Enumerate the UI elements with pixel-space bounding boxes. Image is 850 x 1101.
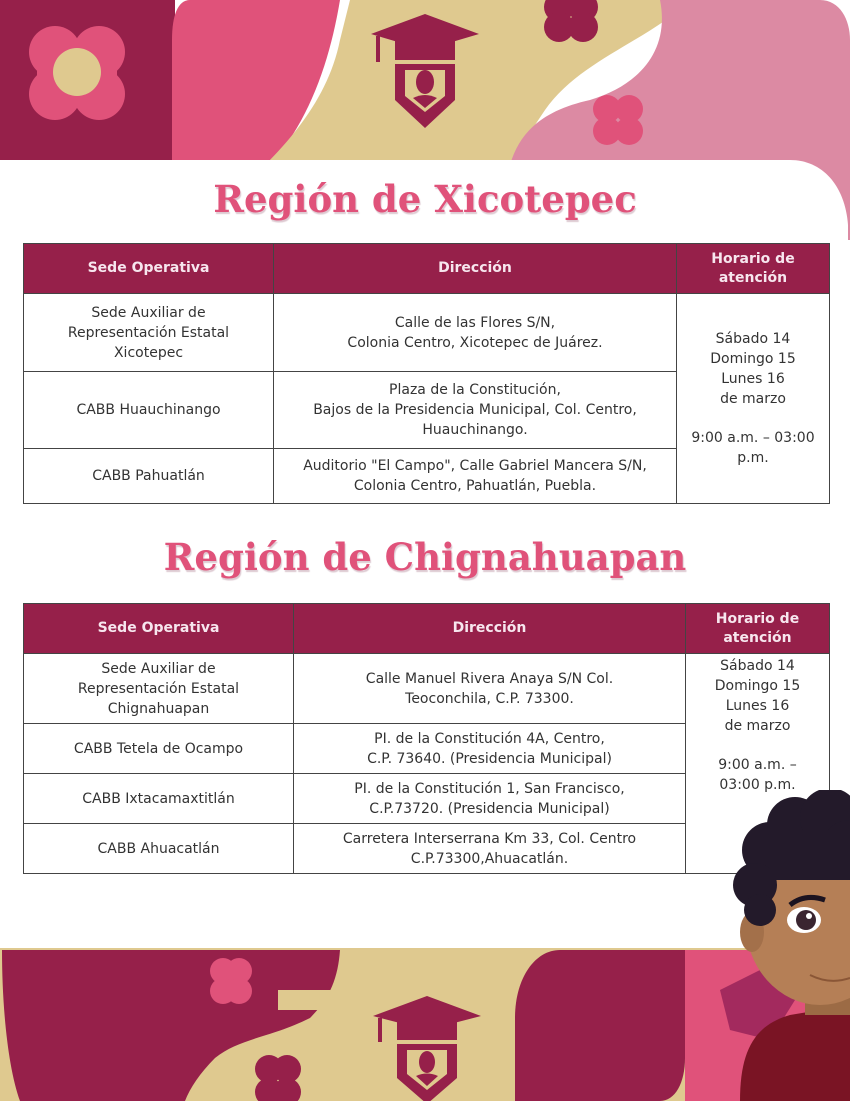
- horario-cell: Sábado 14 Domingo 15 Lunes 16 de marzo 9:00 a.m. – 03:00 p.m.: [686, 654, 830, 874]
- direccion-cell: Calle de las Flores S/N, Colonia Centro, Xicotepec de Juárez.: [274, 294, 677, 372]
- table-header-row: [24, 244, 830, 294]
- table-header-row: [24, 604, 830, 654]
- flower-icon: [210, 958, 252, 1004]
- flower-icon: [29, 26, 125, 120]
- direccion-cell: Plaza de la Constitución, Bajos de la Presidencia Municipal, Col. Centro, Huauchinango.: [274, 372, 677, 449]
- header-horario: Horario de atención: [686, 604, 830, 654]
- header-sede-operativa: Sede Operativa: [24, 604, 294, 654]
- region-title-xicotepec: Región de Xicotepec: [213, 177, 637, 221]
- sede-cell: Sede Auxiliar de Representación Estatal Xicotepec: [24, 294, 274, 372]
- header-direccion: Dirección: [294, 604, 686, 654]
- schedule-table-xicotepec: [23, 243, 830, 504]
- header-direccion: Dirección: [274, 244, 677, 294]
- region-title-chignahuapan: Región de Chignahuapan: [163, 535, 687, 579]
- horario-cell: Sábado 14 Domingo 15 Lunes 16 de marzo 9:00 a.m. – 03:00 p.m.: [677, 294, 830, 504]
- sede-cell: CABB Ahuacatlán: [24, 824, 294, 874]
- table-row: [24, 654, 830, 724]
- table-row: [24, 294, 830, 372]
- child-character-illustration: [700, 790, 850, 1101]
- sede-cell: CABB Tetela de Ocampo: [24, 724, 294, 774]
- direccion-cell: Auditorio "El Campo", Calle Gabriel Mancera S/N, Colonia Centro, Pahuatlán, Puebla.: [274, 449, 677, 504]
- direccion-cell: PI. de la Constitución 4A, Centro, C.P. 73640. (Presidencia Municipal): [294, 724, 686, 774]
- direccion-cell: Carretera Interserrana Km 33, Col. Centro C.P.73300,Ahuacatlán.: [294, 824, 686, 874]
- header-horario: Horario de atención: [677, 244, 830, 294]
- sede-cell: CABB Ixtacamaxtitlán: [24, 774, 294, 824]
- direccion-cell: PI. de la Constitución 1, San Francisco, C.P.73720. (Presidencia Municipal): [294, 774, 686, 824]
- direccion-cell: Calle Manuel Rivera Anaya S/N Col. Teoconchila, C.P. 73300.: [294, 654, 686, 724]
- flower-icon: [255, 1055, 301, 1101]
- sede-cell: CABB Pahuatlán: [24, 449, 274, 504]
- header-sede-operativa: Sede Operativa: [24, 244, 274, 294]
- sede-cell: Sede Auxiliar de Representación Estatal Chignahuapan: [24, 654, 294, 724]
- sede-cell: CABB Huauchinango: [24, 372, 274, 449]
